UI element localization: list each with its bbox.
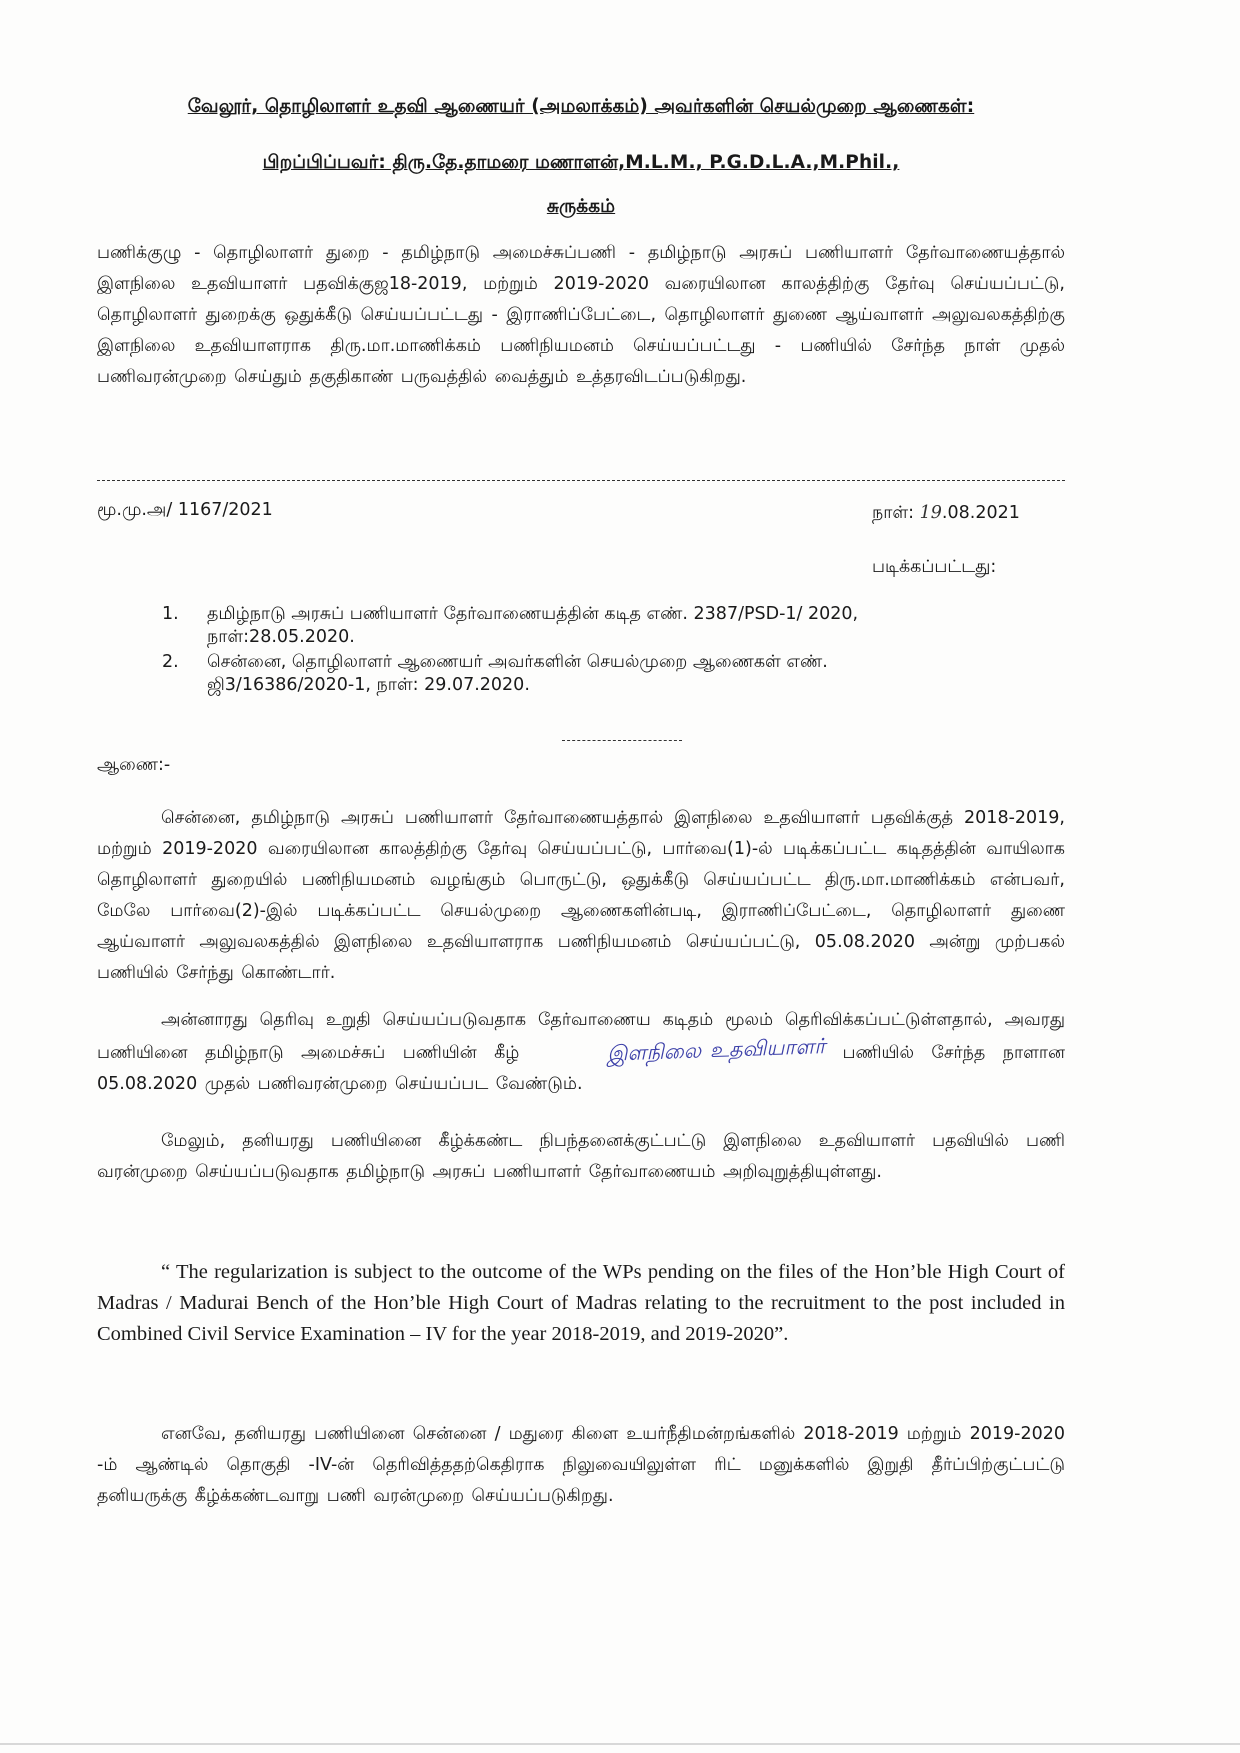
date-label: நாள்: — [872, 503, 915, 523]
reference-list — [162, 603, 1042, 699]
reference-item-line2: ஜி3/16386/2020-1, நாள்: 29.07.2020. — [207, 675, 530, 695]
order-label: ஆணை:- — [97, 755, 171, 775]
summary-heading: சுருக்கம் — [546, 196, 616, 217]
reference-item — [162, 603, 1042, 649]
order-paragraph-3: மேலும், தனியரது பணியினை கீழ்க்கண்ட நிபந்தனைக்குட்பட்டு இளநிலை உதவியாளர் பதவியில் பணி வரன்முறை செய்யப்படுவதாக தமிழ்நாடு அரசுப் பணியாளர் தேர்வாணையம் அறிவுறுத்தியுள்ளது. — [97, 1131, 1065, 1182]
reference-item-line2: நாள்:28.05.2020. — [207, 627, 355, 647]
divider-line — [97, 480, 1065, 481]
condition-quote: “ The regularization is subject to the outcome of the WPs pending on the files of the Hon’ble High Court of Madras / Madurai Bench of the Hon’ble High Court of Madras relating to the recruitment to the post included in Combined Civil Service Examination – IV for the year 2018-2019, and 2019-2020”. — [97, 1261, 1065, 1345]
order-paragraph-4: எனவே, தனியரது பணியினை சென்னை / மதுரை கிளை உயர்நீதிமன்றங்களில் 2018-2019 மற்றும் 2019-2020 -ம் ஆண்டில் தொகுதி -IV-ன் தெரிவித்ததற்கெதிராக நிலுவையிலுள்ள ரிட் மனுக்களில் இறுதி தீர்ப்பிற்குட்பட்டு தனியருக்கு கீழ்க்கண்டவாறு பணி வரன்முறை செய்யப்படுகிறது. — [97, 1424, 1065, 1506]
summary-paragraph: பணிக்குழு - தொழிலாளர் துறை - தமிழ்நாடு அமைச்சுப்பணி - தமிழ்நாடு அரசுப் பணியாளர் தேர்வாணையத்தால் இளநிலை உதவியாளர் பதவிக்குஜ18-2019, மற்றும் 2019-2020 வரையிலான காலத்திற்கு தேர்வு செய்யப்பட்டு, தொழிலாளர் துறைக்கு ஒதுக்கீடு செய்யப்பட்டது - இராணிப்பேட்டை, தொழிலாளர் துணை ஆய்வாளர் அலுவலகத்திற்கு இளநிலை உதவியாளராக திரு.மா.மாணிக்கம் பணிநியமனம் செய்யப்பட்டது - பணியில் சேர்ந்த நாள் முதல் பணிவரன்முறை செய்தும் தகுதிகாண் பருவத்தில் வைத்தும் உத்தரவிடப்படுகிறது. — [97, 243, 1065, 387]
reference-item-line1: தமிழ்நாடு அரசுப் பணியாளர் தேர்வாணையத்தின் கடித எண். 2387/PSD-1/ 2020, — [207, 604, 859, 624]
date-handwritten-day: 19 — [919, 503, 942, 523]
reference-item — [162, 651, 1042, 697]
reference-item-number: 1. — [162, 604, 179, 624]
read-label: படிக்கப்பட்டது: — [872, 557, 997, 577]
document-title: வேலூர், தொழிலாளர் உதவி ஆணையர் (அமலாக்கம்) அவர்களின் செயல்முறை ஆணைகள்: — [187, 96, 975, 117]
order-paragraph-1: சென்னை, தமிழ்நாடு அரசுப் பணியாளர் தேர்வாணையத்தால் இளநிலை உதவியாளர் பதவிக்குத் 2018-2019, மற்றும் 2019-2020 வரையிலான காலத்திற்கு தேர்வு செய்யப்பட்டு, பார்வை(1)-ல் படிக்கப்பட்ட கடிதத்தின் வாயிலாக தொழிலாளர் துறையில் பணிநியமனம் வழங்கும் பொருட்டு, ஒதுக்கீடு செய்யப்பட்ட திரு.மா.மாணிக்கம் என்பவர், மேலே பார்வை(2)-இல் படிக்கப்பட்ட செயல்முறை ஆணைகளின்படி, இராணிப்பேட்டை, தொழிலாளர் துணை ஆய்வாளர் அலுவலகத்தில் இளநிலை உதவியாளராக பணிநியமனம் செய்யப்பட்டு, 05.08.2020 அன்று முற்பகல் பணியில் சேர்ந்து கொண்டார். — [97, 808, 1065, 983]
handwritten-insertion: இளநிலை உதவியாளர் — [606, 1034, 826, 1066]
reference-item-line1: சென்னை, தொழிலாளர் ஆணையர் அவர்களின் செயல்முறை ஆணைகள் எண். — [207, 652, 828, 672]
order-date — [872, 503, 1020, 525]
date-month-year: .08.2021 — [941, 503, 1020, 523]
reference-item-number: 2. — [162, 652, 179, 672]
page-edge — [0, 1743, 1240, 1745]
order-paragraph-2 — [97, 1005, 1065, 1100]
short-divider — [562, 740, 682, 741]
paragraph-2-text-after: பணியில் சேர்ந்த நாளான 05.08.2020 முதல் பணிவரன்முறை செய்யப்பட வேண்டும். — [97, 1043, 1065, 1094]
paragraph-2-text-before: அன்னாரது தெரிவு உறுதி செய்யப்படுவதாக தேர்வாணைய கடிதம் மூலம் தெரிவிக்கப்பட்டுள்ளதால், அவரது பணியினை தமிழ்நாடு அமைச்சுப் பணியின் கீழ் — [97, 1010, 1065, 1063]
reference-number: மூ.மு.அ/ 1167/2021 — [97, 500, 273, 520]
issuer-line: பிறப்பிப்பவர்: திரு.தே.தாமரை மணாளன்,M.L.M., P.G.D.L.A.,M.Phil., — [262, 152, 900, 173]
